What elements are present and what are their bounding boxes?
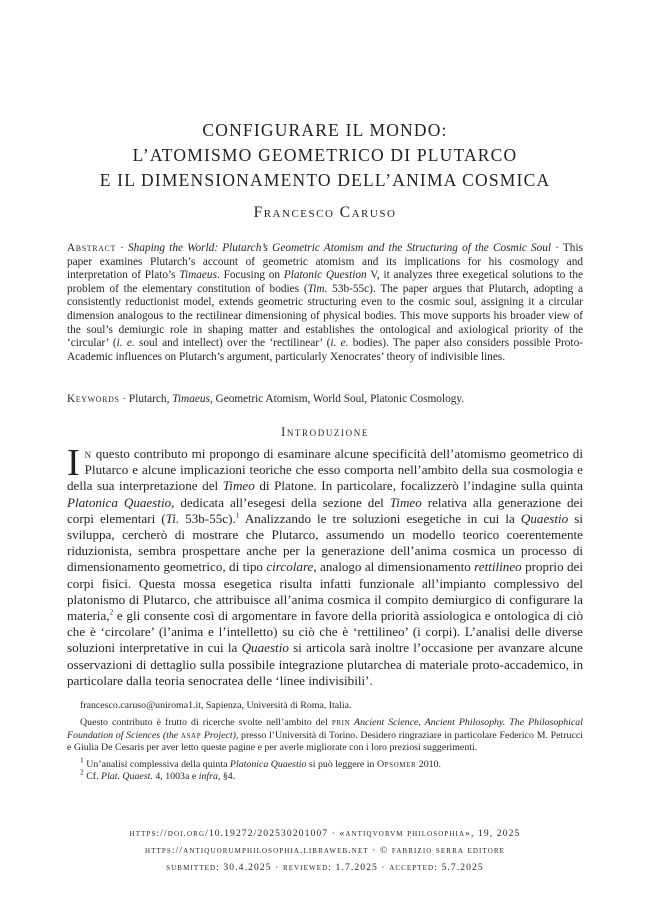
note-text: prin (331, 717, 351, 729)
doi-line[interactable]: https://doi.org/10.19272/202530201007 · «antiqvorvm philosophia», 19, 2025 (129, 828, 521, 839)
abstract-label: Abstract (67, 242, 116, 254)
footnotes (67, 700, 583, 784)
body-text: Quaestio (520, 510, 569, 526)
note-text: si può leggere in (306, 759, 377, 771)
body-text: relativa alla generazione dei corpi elementari ( (67, 494, 583, 526)
body-text: , dedicata all’esegesi della sezione del (171, 494, 390, 510)
footnote-number: 2 (80, 768, 84, 778)
body-text: Platonica Quaestio (67, 494, 172, 510)
footnote-ref-2[interactable]: 2 (109, 607, 114, 617)
abstract-english-title: Shaping the World: Plutarch’s Geometric Atomism and the Structuring of the Cosmic Soul (128, 242, 552, 254)
note-text: 2010. (416, 759, 441, 771)
dates-line: submitted: 30.4.2025 · reviewed: 1.7.2025 · accepted: 5.7.2025 (166, 862, 484, 873)
abstract-text: · This paper examines Plutarch’s account of geometric atomism and its implications for his cosmology and interpretation of Plato’s (67, 242, 583, 282)
abstract-text: soul and intellect) over the ‘rectilinear’ ( (134, 337, 331, 350)
body-text: , analogo al dimensionamento (313, 559, 475, 575)
note-text: Questo contributo è frutto di ricerche svolte nell’ambito del (80, 717, 332, 729)
abstract-text: Platonic Question (283, 269, 367, 282)
abstract-text: i. e. (330, 337, 349, 350)
body-text: rettilineo (474, 559, 522, 575)
body-text: proprio dei corpi fisici. Questa mossa esegetica risulta infatti funzionale all’impianto complessivo del platonismo di Plutarco, che attribuisce all’anima cosmica il compito demiurgico di configurare la materia, (67, 559, 583, 624)
publication-footer (40, 825, 610, 876)
footnote-2 (67, 768, 583, 783)
footnote-1 (67, 755, 583, 771)
note-text: Plat. Quaest. (101, 771, 153, 783)
abstract-text: V, it analyzes three exegetical solutions to the problem of the elementary constitution of bodies ( (67, 269, 583, 295)
author-name: Francesco Caruso (253, 204, 397, 221)
first-word: n (84, 446, 92, 461)
abstract-text: bodies). The paper also considers possible Proto-Academic influences on Plutarch’s argument, particularly Xenocrates’ theory of indivisible lines. (67, 337, 583, 363)
body-text: Analizzando le tre soluzioni esegetiche in cui la (239, 510, 521, 526)
abstract-text: . Focusing on (216, 269, 284, 282)
keywords-text: · Plutarch, (119, 393, 173, 405)
keywords-label: Keywords (67, 393, 120, 405)
paper-title (60, 118, 590, 193)
body-text: circolare (266, 559, 314, 575)
title-line-1: CONFIGURARE IL MONDO: (202, 120, 448, 140)
body-text: Quaestio (241, 640, 289, 656)
acknowledgement-note (67, 717, 583, 754)
abstract-text: i. e. (116, 337, 135, 350)
abstract-text: Timaeus (179, 269, 217, 282)
note-text: Cf. (86, 771, 102, 783)
abstract-text: Tim. (307, 282, 328, 295)
note-text: infra (198, 771, 218, 783)
note-text: Ancient Science, Ancient Philosophy. The Philosophical Foundation of Sciences (the (67, 717, 583, 741)
note-text: , presso l’Università di Torino. Desidero ringraziare in particolare Federico M. Petrucci e Giulia De Cesaris per aver letto queste pagine e per averle migliorate con i loro preziosi suggerimenti. (67, 729, 583, 753)
body-text: Timeo (389, 494, 422, 510)
abstract (67, 242, 583, 364)
journal-url-line[interactable]: https://antiquorumphilosophia.libraweb.net · © fabrizio serra editore (144, 845, 506, 856)
note-text: Un’analisi complessiva della quinta (86, 759, 230, 771)
body-paragraph (67, 442, 583, 689)
note-text: asap (180, 729, 202, 741)
body-text: di Platone. In particolare, focalizzerò l’indagine sulla quinta (254, 478, 583, 494)
keywords-text: Timaeus (172, 393, 210, 405)
body-text: questo contributo mi propongo di esaminare alcune specificità dell’atomismo geometrico di Plutarco e alcune implicazioni teoriche che esso comporta nell’ambito della sua cosmologia e della sua interpretazione del (67, 446, 583, 494)
footnote-number: 1 (80, 755, 84, 765)
note-text: Project) (201, 729, 236, 741)
note-text: , §4. (217, 771, 236, 783)
abstract-separator: · (115, 242, 129, 254)
body-text: si sviluppa, cercherò di mostrare che Plutarco, assumendo un modello teorico coerentemente riduzionista, sembra prospettare anche per la generazione dell’anima cosmica un processo di dimensionamento geometrico, di tipo (67, 510, 583, 575)
body-text: Ti. (165, 510, 180, 526)
section-heading: Introduzione (281, 425, 369, 439)
body-text: si articola sarà inoltre l’occasione per avanzare alcune osservazioni di dettaglio sulla possibile integrazione plutarchea di materiale proto-accademico, in particolare dalla teoria senocratea delle ‘linee indivisibili’. (67, 640, 583, 688)
drop-cap: I (67, 442, 80, 484)
body-text: 53b-55c). (179, 510, 236, 526)
note-text: Platonica Quaestio (229, 759, 307, 771)
author-affiliation: francesco.caruso@uniroma1.it, Sapienza, Università di Roma, Italia. (80, 700, 352, 711)
title-line-2: L’ATOMISMO GEOMETRICO DI PLUTARCO (132, 145, 518, 165)
footnote-ref-1[interactable]: 1 (235, 510, 240, 520)
keywords-text: , Geometric Atomism, World Soul, Platonic Cosmology. (209, 393, 465, 405)
abstract-text: 53b-55c). The paper argues that Plutarch, adopting a consistently reductionist model, extends geometric structuring even to the cosmic soul, assigning it a circular dimension analogous to the rectilinear dimensioning of physical bodies. This move supports his broader view of the soul’s demiurgic role in shaping matter and establishes the ontological and axiological priority of the ‘circular’ ( (67, 282, 583, 350)
title-line-3: E IL DIMENSIONAMENTO DELL’ANIMA COSMICA (99, 170, 551, 190)
keywords (67, 393, 583, 407)
body-text: Timeo (222, 478, 255, 494)
body-text: e gli consente così di argomentare in favore della priorità assiologica e ontologica di ciò che è ‘circolare’ (l’anima e l’intelletto) su ciò che è ‘rettilineo’ (i corpi). L’analisi delle diverse soluzioni interpretative in cui la (67, 608, 583, 656)
note-text: Opsomer (376, 759, 417, 771)
note-text: 4, 1003a e (152, 771, 199, 783)
